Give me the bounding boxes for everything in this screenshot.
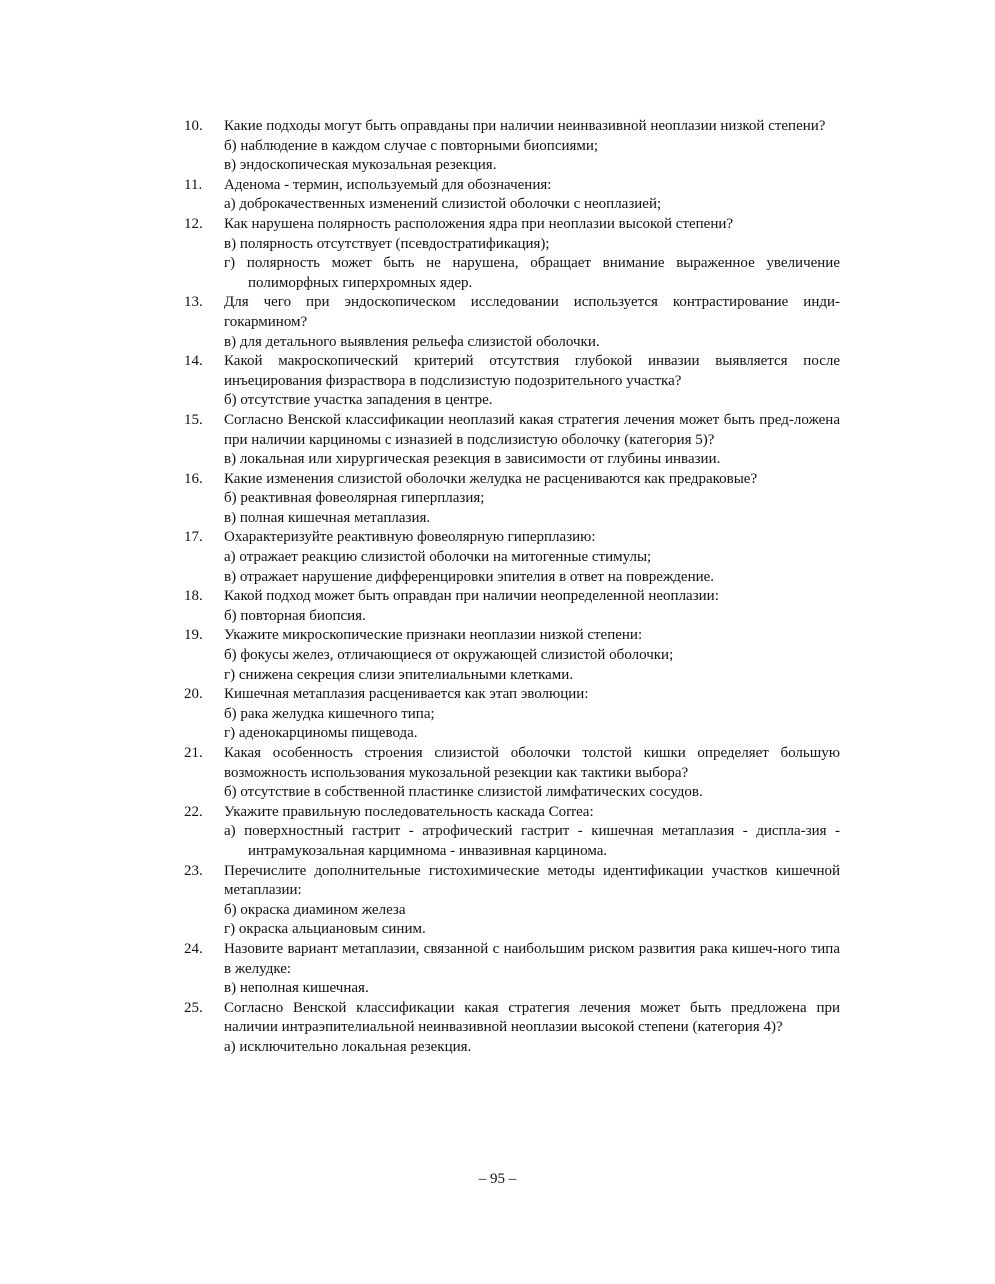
- question-item: [184, 940, 840, 999]
- answer-option: а) доброкачественных изменений слизистой оболочки с неоплазией;: [224, 196, 662, 213]
- question-number: 21.: [184, 745, 203, 761]
- question-item: [184, 176, 840, 215]
- question-text: Согласно Венской классификации какая стратегия лечения может быть предложена при наличии интраэпителиальной неинвазивной неоплазии высокой степени (категория 4)?: [224, 999, 840, 1036]
- question-text: Кишечная метаплазия расценивается как этап эволюции:: [224, 686, 589, 703]
- question-text: Как нарушена полярность расположения ядра при неоплазии высокой степени?: [224, 215, 734, 232]
- question-item: [184, 803, 840, 862]
- answer-option: б) наблюдение в каждом случае с повторными биопсиями;: [224, 137, 599, 154]
- question-number: 16.: [184, 470, 203, 487]
- answer-option: б) повторная биопсия.: [224, 607, 366, 624]
- question-text: Перечислите дополнительные гистохимические методы идентификации участков кишечной метаплазии:: [224, 862, 840, 899]
- question-item: [184, 470, 840, 529]
- question-number: 24.: [184, 940, 203, 957]
- question-list: [184, 117, 840, 1058]
- question-item: [184, 587, 840, 626]
- answer-option: б) рака желудка кишечного типа;: [224, 705, 435, 722]
- question-number: 19.: [184, 627, 203, 644]
- question-number: 14.: [184, 353, 203, 370]
- question-item: [184, 744, 840, 803]
- question-number: 13.: [184, 294, 203, 311]
- question-number: 11.: [184, 176, 203, 193]
- answer-option: в) полярность отсутствует (псевдостратификация);: [224, 235, 550, 252]
- answer-option: б) окраска диамином железа: [224, 901, 406, 918]
- answer-option: б) реактивная фовеолярная гиперплазия;: [224, 490, 485, 507]
- question-text: Какие изменения слизистой оболочки желудка не расцениваются как предраковые?: [224, 470, 758, 487]
- answer-option: б) отсутствие в собственной пластинке слизистой лимфатических сосудов.: [224, 784, 703, 801]
- answer-option: а) отражает реакцию слизистой оболочки на митогенные стимулы;: [224, 549, 652, 566]
- question-number: 10.: [184, 118, 203, 134]
- question-item: [184, 862, 840, 940]
- page-number: – 95 –: [478, 1171, 517, 1187]
- question-number: 23.: [184, 862, 203, 879]
- question-text: Аденома - термин, используемый для обозначения:: [224, 176, 552, 193]
- answer-option: а) поверхностный гастрит - атрофический гастрит - кишечная метаплазия - диспла-зия - интрамукозальная карцимнома - инвазивная карцинома.: [224, 823, 840, 859]
- answer-option: а) исключительно локальная резекция.: [224, 1038, 472, 1055]
- question-number: 25.: [184, 999, 203, 1016]
- question-number: 20.: [184, 686, 203, 703]
- question-item: [184, 626, 840, 685]
- question-text: Для чего при эндоскопическом исследовании используется контрастирование инди-гокармином?: [224, 294, 840, 330]
- answer-option: в) отражает нарушение дифференцировки эпителия в ответ на повреждение.: [224, 568, 715, 585]
- question-number: 18.: [184, 588, 203, 605]
- answer-option: в) эндоскопическая мукозальная резекция.: [224, 157, 497, 174]
- question-item: [184, 411, 840, 470]
- question-text: Какая особенность строения слизистой оболочки толстой кишки определяет большую возможность использования мукозальной резекции как тактики выбора?: [224, 745, 840, 781]
- question-number: 22.: [184, 803, 203, 820]
- answer-option: г) полярность может быть не нарушена, обращает внимание выраженное увеличение полиморфных гиперхромных ядер.: [224, 255, 840, 291]
- question-item: [184, 293, 840, 352]
- question-text: Назовите вариант метаплазии, связанной с наибольшим риском развития рака кишеч-ного типа в желудке:: [224, 940, 840, 977]
- question-text: Согласно Венской классификации неоплазий какая стратегия лечения может быть пред-ложена при наличии карциномы с изназией в подслизистую оболочку (категория 5)?: [224, 411, 840, 448]
- question-item: [184, 685, 840, 744]
- answer-option: в) неполная кишечная.: [224, 980, 369, 997]
- answer-option: б) отсутствие участка западения в центре.: [224, 392, 493, 409]
- answer-option: в) полная кишечная метаплазия.: [224, 509, 431, 526]
- question-item: [184, 215, 840, 293]
- question-text: Охарактеризуйте реактивную фовеолярную гиперплазию:: [224, 529, 596, 546]
- answer-option: б) фокусы желез, отличающиеся от окружающей слизистой оболочки;: [224, 647, 674, 664]
- answer-option: в) для детального выявления рельефа слизистой оболочки.: [224, 333, 600, 350]
- question-item: [184, 528, 840, 587]
- question-number: 17.: [184, 529, 203, 546]
- question-text: Какие подходы могут быть оправданы при наличии неинвазивной неоплазии низкой степени?: [224, 118, 826, 134]
- question-text: Укажите микроскопические признаки неоплазии низкой степени:: [224, 627, 643, 644]
- answer-option: г) окраска альциановым синим.: [224, 921, 426, 938]
- question-text: Какой подход может быть оправдан при наличии неопределенной неоплазии:: [224, 588, 719, 605]
- question-text: Какой макроскопический критерий отсутствия глубокой инвазии выявляется после инъецирования физраствора в подслизистую подозрительного участка?: [224, 353, 840, 389]
- answer-option: г) снижена секреция слизи эпителиальными клетками.: [224, 666, 574, 683]
- question-number: 15.: [184, 411, 203, 428]
- question-number: 12.: [184, 215, 203, 232]
- question-item: [184, 352, 840, 411]
- question-item: [184, 999, 840, 1058]
- question-item: [184, 117, 840, 176]
- answer-option: г) аденокарциномы пищевода.: [224, 725, 418, 742]
- question-text: Укажите правильную последовательность каскада Correa:: [224, 803, 594, 820]
- answer-option: в) локальная или хирургическая резекция в зависимости от глубины инвазии.: [224, 451, 721, 468]
